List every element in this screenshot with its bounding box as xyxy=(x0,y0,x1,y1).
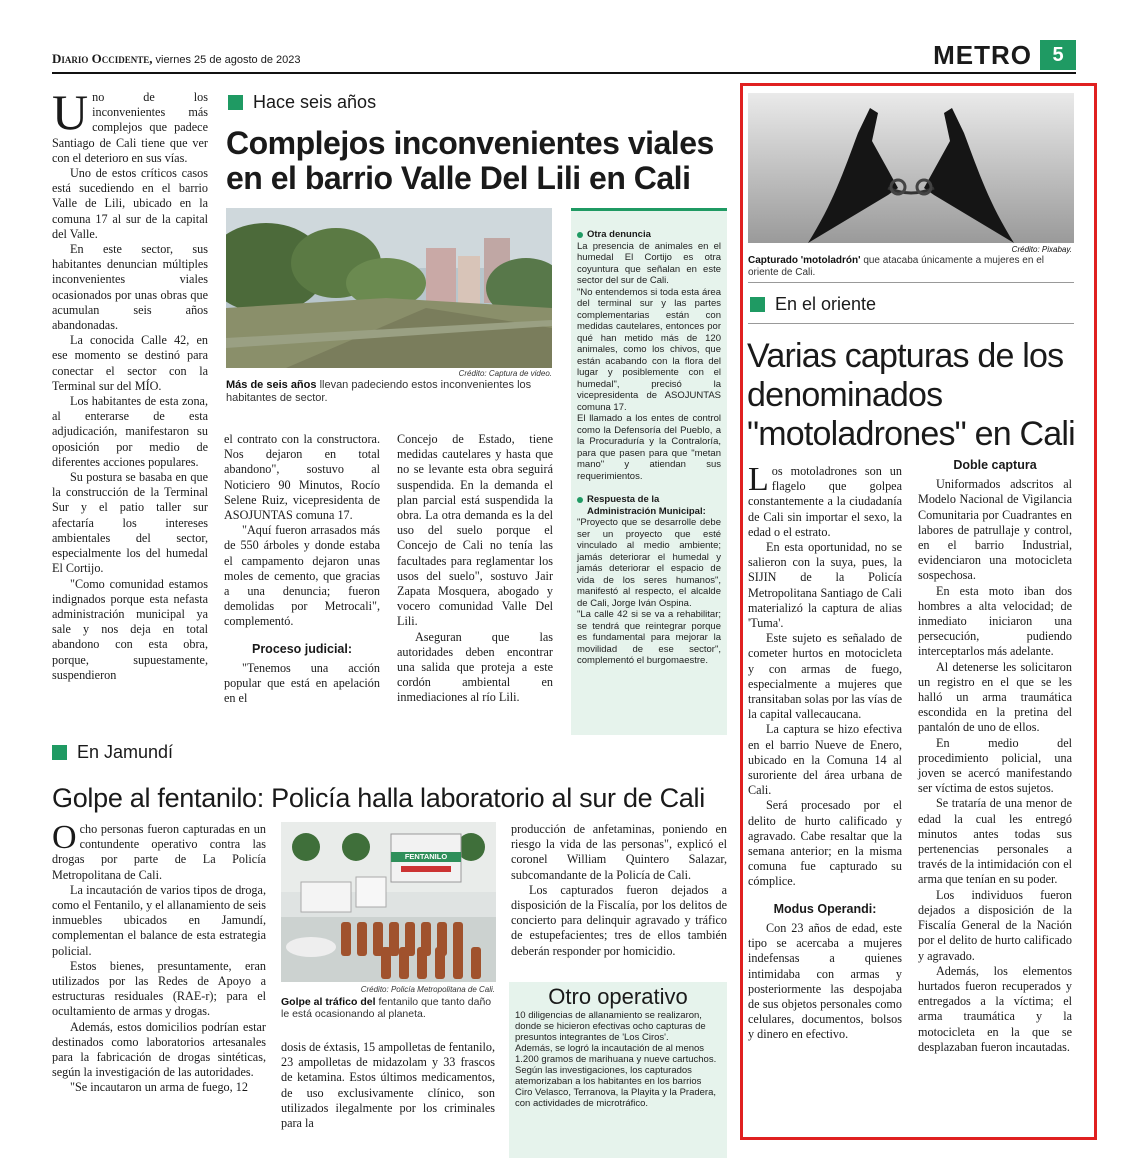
oriente-divider xyxy=(748,282,1074,283)
road-photo xyxy=(226,208,552,368)
section-square-icon xyxy=(228,95,243,110)
paper-name: Diario Occidente, xyxy=(52,51,153,66)
section-name: METRO xyxy=(933,40,1032,70)
main-kicker: Hace seis años xyxy=(228,92,376,113)
section-square-icon xyxy=(750,297,765,312)
main-photo-credit: Crédito: Captura de video. xyxy=(458,369,552,378)
otro-operativo-title: Otro operativo xyxy=(548,984,688,1009)
main-col-1: Uno de los inconvenientes más complejos que padece Santiago de Cali tiene que ver con el deterioro en sus vías. Uno de estos críticos casos está sucediendo en el barrio Valle de Lili, ubicado en la comuna 17 al sur de la capital del Valle. En este sector, sus habitantes denuncian múltiples inconvenientes viales ocasionados por unas obras que acumulan seis años abandonadas. La conocida Calle 42, en ese momento se destinó para conectar el sector con la Terminal sur del MÍO. Los habitantes de esta zona, al enterarse de esta adjudicación, manifestaron su oposición por medio de diferentes acciones populares. Su postura se basaba en que la construcción de la Terminal Sur y el patio taller sur afectaría los intereses ambientales del sector, especialmente los del humedal El Cortijo. "Como comunidad estamos indignados porque esta nefasta administración municipal ya sale y nos deja en total abandono con esta obra, porque, supuestamente, suspendieron xyxy=(52,84,208,682)
oriente-photo-caption: Capturado 'motoladrón' que atacaba únicamente a mujeres en el oriente de Cali. xyxy=(748,255,1044,278)
oriente-headline: Varias capturas de los denominados "motoladrones" en Cali xyxy=(747,337,1075,453)
sidebar-otra-denuncia: Otra denuncia La presencia de animales en el humedal El Cortijo es otra coyuntura que señalan en este sector del sur de Cali. "No entendemos si toda esta área del terminal sur y las partes complementarias están con medidas cautelares, entonces por qué han metido más de 120 animales, como los chivos, que están acabando con la flora del lugar y posiblemente con el humedal", precisó la vicepresidenta de ASOJUNTAS comuna 17. El llamado a los entes de control como la Defensoría del Pueblo, a la Procuraduría y la Contraloría, para que pasen para que "metan mano" y atiendan sus requerimientos. Respuesta de la Administración Municipal: "Proyecto que se desarrolle debe ser un proyecto que esté vinculado al medio ambiente; jamás deteriorar el humedal y jamás deteriorar el espacio de vida de los seres humanos", manifestó al respecto, el alcalde de Cali, Jorge Iván Ospina. "La calle 42 si se va a rehabilitar; se tendrá que reintegrar porque es fundamental para mejorar la movilidad de ese sector", complementó el burgomaestre. xyxy=(571,208,727,735)
jamundi-col-2: dosis de éxtasis, 15 ampolletas de fentanilo, 23 ampolletas de midazolam y 33 frascos de ketamina. Estos últimos medicamentos, de uso exclusivamente clínico, son utilizados ilegalmente por los criminales para la xyxy=(281,1040,495,1131)
page-number: 5 xyxy=(1040,40,1076,70)
sidebar-heading-1: Otra denuncia xyxy=(577,229,721,241)
page-header xyxy=(52,40,1076,74)
sidebar-heading-2: Respuesta de la Administración Municipal: xyxy=(577,494,721,517)
otro-operativo-box: Otro operativo 10 diligencias de allanamiento se realizaron, donde se hicieron efectivas ocho capturas de presuntos integrantes de 'Los Ciros'. Además, se logró la incautación de al menos 1.200 gramos de marihuana y nueve cartuchos. Según las investigaciones, los capturados atemorizaban a los habitantes en los barrios Ciro Velasco, Terranova, la Playita y la Pradera, con actividades de microtráfico. xyxy=(509,982,727,1158)
main-col-3: Concejo de Estado, tiene medidas cautelares y hasta que no se levante esta obra seguirá suspendida. En la demanda el plan parcial está suspendida la obra. La otra demanda es la del uso del suelo porque el Concejo de Cali no tenía las facultades para reglamentar los usos del suelo", sostuvo Jair Zapata Mosquera, abogado y vocero comunidad Valle Del Lili. Aseguran que las autoridades deben encontrar una salida que proteja a este cordón ambiental en inmediaciones al río Lili. xyxy=(397,432,553,705)
jamundi-col-3: producción de anfetaminas, poniendo en riesgo la vida de las personas", explicó el coronel William Quintero Salazar, subcomandante de la Policía de Cali. Los capturados fueron dejados a disposición de la Fiscalía, por los delitos de concierto para delinquir agravado y tráfico de estupefacientes; tres de ellos también deberán responder por homicidio. xyxy=(511,822,727,958)
sub-modus-operandi: Modus Operandi: xyxy=(773,901,877,916)
oriente-divider-2 xyxy=(748,323,1074,324)
jamundi-col-1: Ocho personas fueron capturadas en un contundente operativo contra las drogas por parte de La Policía Metropolitana de Cali. La incautación de varios tipos de droga, como el Fentanilo, y el allanamiento de seis inmuebles ubicados en Jamundí, complementan el balance de esta estrategia policial. Estos bienes, presuntamente, eran utilizados por las Redes de Apoyo a estructuras residuales (RAE-r); para el ocultamiento de armas y drogas. Además, estos domicilios podrían estar destinados como laboratorios artesanales para la fabricación de drogas sintéticas, según la investigación de las autoridades. "Se incautaron un arma de fuego, 12 xyxy=(52,819,266,1095)
drop-cap: U xyxy=(52,84,89,140)
drop-cap: O xyxy=(52,819,77,856)
oriente-kicker: En el oriente xyxy=(750,294,876,315)
fentanilo-box-label: FENTANILO xyxy=(404,852,448,861)
oriente-col-2: Doble captura Uniformados adscritos al Modelo Nacional de Vigilancia Comunitaria por Cuadrantes en labores de patrullaje y control, en el barrio Industrial, evidenciaron una motocicleta sospechosa. En esta moto iban dos hombres a alta velocidad; de inmediato iniciaron una persecución, pudiendo interceptarlos más adelante. Al detenerse les solicitaron un registro en el que se les halló un arma traumática escondida en la pretina del pantalón de uno de ellos. En medio del procedimiento policial, una joven se acercó manifestando ser víctima de estos sujetos. Se trataría de una menor de edad la cual les entregó minutos antes todas sus pertenencias personales a través de la intimidación con el arma que tenían en su poder. Los individuos fueron dejados a disposición de la Fiscalía General de la Nación por el delito de hurto calificado y agravado. Además, los elementos hurtados fueron recuperados y entregados a la víctima; el arma traumática y la motocicleta en la que se desplazaban fueron incautadas. xyxy=(918,458,1072,1054)
main-headline: Complejos inconvenientes viales en el barrio Valle Del Lili en Cali xyxy=(226,125,714,196)
masthead xyxy=(52,51,300,67)
oriente-photo-credit: Crédito: Pixabay. xyxy=(1011,245,1072,254)
handcuffs-photo xyxy=(748,93,1074,243)
jamundi-photo-caption: Golpe al tráfico del fentanilo que tanto daño le está ocasionando al planeta. xyxy=(281,996,492,1020)
header-rule xyxy=(52,72,1076,74)
main-col-2: el contrato con la constructora. Nos dejaron en total abandono", sostuvo al Noticiero 90 Minutos, Rocío Selene Ruiz, vicepresidenta de ASOJUNTAS comuna 17. "Aquí fueron arrasados más de 550 árboles y donde estaba el campamento dejaron unas moles de cemento, que gracias a una denuncia; fueron demolidas por Metrocali", complementó. Proceso judicial: "Tenemos una acción popular que está en apelación en el xyxy=(224,432,380,706)
issue-date: viernes 25 de agosto de 2023 xyxy=(155,54,301,66)
jamundi-kicker: En Jamundí xyxy=(52,742,173,763)
drop-cap: L xyxy=(748,461,769,498)
jamundi-headline: Golpe al fentanilo: Policía halla laboratorio al sur de Cali xyxy=(52,783,705,813)
fentanyl-photo xyxy=(281,822,496,982)
bullet-icon xyxy=(577,232,583,238)
main-photo-caption: Más de seis años llevan padeciendo estos inconvenientes los habitantes de sector. xyxy=(226,379,532,404)
bullet-icon xyxy=(577,497,583,503)
jamundi-photo-credit: Crédito: Policía Metropolitana de Cali. xyxy=(360,985,495,994)
sub-doble-captura: Doble captura xyxy=(953,458,1037,472)
section-square-icon xyxy=(52,745,67,760)
oriente-col-1: Los motoladrones son un flagelo que golpea constantemente a la ciudadanía de Cali sin importar el sexo, la edad o el estrato. En esta oportunidad, no se salieron con la suya, pues, la SIJIN de la Policía Metropolitana Santiago de Cali materializó la captura de alias 'Tuma'. Este sujeto es señalado de cometer hurtos en motocicleta y con armas de fuego, especialmente a mujeres que transitaban solas por las vías de la capital vallecaucana. La captura se hizo efectiva en el barrio Nueve de Enero, ubicado en la Comuna 14 al suroriente del área urbana de Cali. Será procesado por el delito de hurto calificado y agravado. Cabe resaltar que la semana anterior; en la misma comuna fue capturado su cómplice. Modus Operandi: Con 23 años de edad, este tipo se acercaba a mujeres indefensas a quienes intimidaba con armas y posteriormente las despojaba de sus objetos personales como celulares, documentos, bolsos y dinero en efectivo. xyxy=(748,461,902,1042)
sub-proceso-judicial: Proceso judicial: xyxy=(251,641,353,656)
